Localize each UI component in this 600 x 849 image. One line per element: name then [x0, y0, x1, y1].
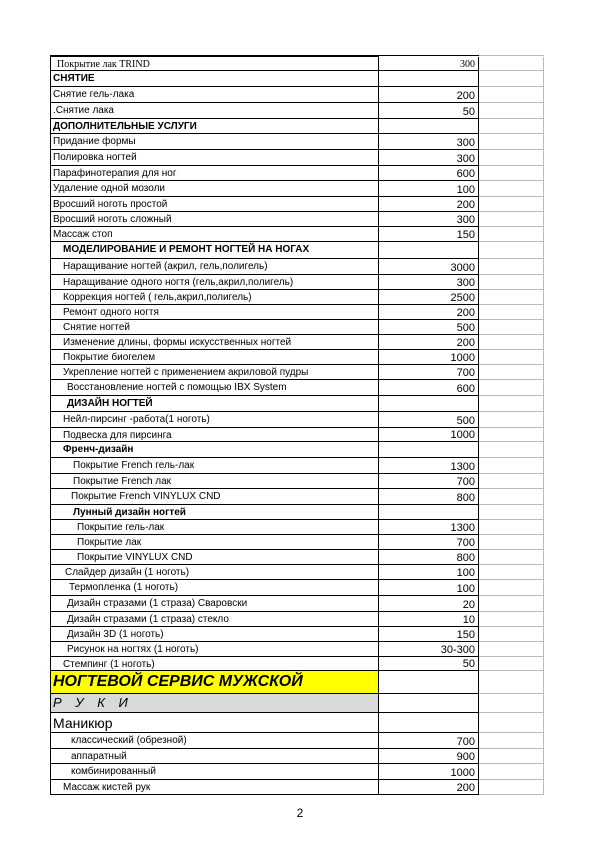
service-cell — [50, 657, 379, 671]
price-cell — [379, 227, 479, 242]
price-cell — [379, 212, 479, 227]
service-name: Наращивание одного ногтя (гель,акрил,полигель) — [63, 277, 294, 288]
table-row — [50, 657, 544, 671]
service-cell — [50, 749, 379, 764]
service-price: 1000 — [450, 352, 475, 364]
service-price: 50 — [462, 106, 475, 118]
table-row — [50, 305, 544, 320]
table-row — [50, 212, 544, 227]
service-name: Стемпинг (1 ноготь) — [63, 659, 155, 670]
service-price: 800 — [456, 552, 475, 564]
table-row — [50, 612, 544, 627]
price-cell — [379, 166, 479, 181]
service-cell — [50, 242, 379, 259]
service-price: 50 — [462, 658, 475, 670]
price-cell — [379, 305, 479, 320]
service-cell — [50, 458, 379, 474]
service-name: МОДЕЛИРОВАНИЕ И РЕМОНТ НОГТЕЙ НА НОГАХ — [63, 244, 310, 255]
service-cell — [50, 350, 379, 365]
service-name: Подвеска для пирсинга — [63, 430, 172, 441]
price-cell — [379, 181, 479, 197]
service-cell — [50, 290, 379, 305]
section-sub-row — [50, 694, 544, 713]
empty-cell — [479, 380, 544, 396]
empty-cell — [479, 242, 544, 259]
price-cell — [379, 57, 479, 71]
price-cell — [379, 642, 479, 657]
price-cell — [379, 694, 479, 713]
service-name: Наращивание ногтей (акрил, гель,полигель) — [63, 261, 268, 272]
price-cell — [379, 713, 479, 733]
service-price: 100 — [456, 583, 475, 595]
table-row — [50, 489, 544, 505]
price-cell — [379, 350, 479, 365]
service-cell — [50, 396, 379, 412]
price-cell — [379, 275, 479, 290]
empty-cell — [479, 596, 544, 612]
price-cell — [379, 627, 479, 642]
service-name: аппаратный — [71, 751, 127, 762]
service-name: Слайдер дизайн (1 ноготь) — [65, 567, 190, 578]
table-row — [50, 596, 544, 612]
service-cell — [50, 166, 379, 181]
service-price: 10 — [462, 614, 475, 626]
service-price: 700 — [456, 367, 475, 379]
service-price: 800 — [456, 492, 475, 504]
service-price: 600 — [456, 383, 475, 395]
empty-cell — [479, 733, 544, 749]
price-cell — [379, 335, 479, 350]
table-row — [50, 520, 544, 535]
table-row — [50, 71, 544, 87]
empty-cell — [479, 458, 544, 474]
empty-cell — [479, 290, 544, 305]
empty-cell — [479, 474, 544, 489]
table-row — [50, 290, 544, 305]
empty-cell — [479, 565, 544, 580]
price-cell — [379, 520, 479, 535]
service-cell — [50, 380, 379, 396]
service-name: Покрытие лак — [77, 537, 142, 548]
service-name: Покрытие French лак — [73, 476, 172, 487]
service-name: Покрытие French гель-лак — [73, 460, 195, 471]
service-cell — [50, 103, 379, 119]
service-cell — [50, 212, 379, 227]
service-price: 20 — [462, 599, 475, 611]
table-row — [50, 733, 544, 749]
service-name: ДОПОЛНИТЕЛЬНЫЕ УСЛУГИ — [53, 121, 197, 132]
service-price: 500 — [456, 322, 475, 334]
service-price: 1000 — [450, 429, 475, 441]
service-price: 200 — [456, 90, 475, 102]
service-name: Снятие ногтей — [63, 322, 131, 333]
price-cell — [379, 365, 479, 380]
service-cell — [50, 565, 379, 580]
service-price: 1300 — [450, 522, 475, 534]
service-price: 1000 — [450, 767, 475, 779]
service-name: Френч-дизайн — [63, 444, 134, 455]
service-name: Дизайн стразами (1 страза) Сваровски — [67, 598, 248, 609]
price-cell — [379, 657, 479, 671]
service-name: Удаление одной мозоли — [53, 183, 165, 194]
service-price: 600 — [456, 168, 475, 180]
service-cell — [50, 119, 379, 134]
service-cell — [50, 596, 379, 612]
service-cell — [50, 412, 379, 428]
table-row — [50, 275, 544, 290]
service-cell — [50, 733, 379, 749]
service-cell — [50, 134, 379, 150]
service-cell — [50, 442, 379, 458]
service-name: Изменение длины, формы искусственных ногтей — [63, 337, 292, 348]
service-name: Придание формы — [53, 136, 136, 147]
price-cell — [379, 489, 479, 505]
service-price: 900 — [456, 751, 475, 763]
service-name: Нейл-пирсинг -работа(1 ноготь) — [63, 414, 210, 425]
service-name: Рисунок на ногтях (1 ноготь) — [67, 644, 199, 655]
service-cell — [50, 57, 379, 71]
service-cell — [50, 550, 379, 565]
empty-cell — [479, 197, 544, 212]
table-row — [50, 442, 544, 458]
empty-cell — [479, 412, 544, 428]
empty-cell — [479, 87, 544, 103]
service-name: НОГТЕВОЙ СЕРВИС МУЖСКОЙ — [53, 673, 303, 690]
empty-cell — [479, 212, 544, 227]
service-price: 100 — [456, 567, 475, 579]
table-row — [50, 565, 544, 580]
service-price: 300 — [456, 214, 475, 226]
service-price: 700 — [456, 476, 475, 488]
service-name: СНЯТИЕ — [53, 73, 95, 84]
price-cell — [379, 749, 479, 764]
price-cell — [379, 380, 479, 396]
empty-cell — [479, 166, 544, 181]
empty-cell — [479, 612, 544, 627]
service-name: Покрытие French VINYLUX CND — [71, 491, 221, 502]
empty-cell — [479, 259, 544, 275]
price-cell — [379, 612, 479, 627]
table-row — [50, 181, 544, 197]
service-cell — [50, 150, 379, 166]
table-row — [50, 627, 544, 642]
price-cell — [379, 550, 479, 565]
service-cell — [50, 780, 379, 795]
price-cell — [379, 764, 479, 780]
service-cell — [50, 764, 379, 780]
service-price: 1300 — [450, 461, 475, 473]
service-name: Маникюр — [53, 715, 113, 731]
service-price: 700 — [456, 537, 475, 549]
service-cell — [50, 87, 379, 103]
table-row — [50, 780, 544, 795]
table-row — [50, 642, 544, 657]
service-cell — [50, 627, 379, 642]
table-top-border-extra — [479, 55, 544, 56]
service-price: 150 — [456, 629, 475, 641]
service-name: Укрепление ногтей с применением акриловой пудры — [63, 367, 309, 378]
empty-cell — [479, 580, 544, 596]
table-row — [50, 474, 544, 489]
table-row — [50, 550, 544, 565]
empty-cell — [479, 305, 544, 320]
service-price: 200 — [456, 199, 475, 211]
empty-cell — [479, 71, 544, 87]
service-name: Вросший ноготь сложный — [53, 214, 172, 225]
table-row — [50, 535, 544, 550]
service-cell — [50, 580, 379, 596]
service-cell — [50, 694, 379, 713]
table-row — [50, 103, 544, 119]
price-cell — [379, 87, 479, 103]
table-row — [50, 166, 544, 181]
service-name: Восстановление ногтей с помощью IBX System — [67, 382, 287, 393]
empty-cell — [479, 227, 544, 242]
price-cell — [379, 412, 479, 428]
empty-cell — [479, 134, 544, 150]
table-row — [50, 412, 544, 428]
table-row — [50, 57, 544, 71]
service-price: 300 — [456, 137, 475, 149]
service-price: 200 — [456, 337, 475, 349]
table-row — [50, 505, 544, 520]
service-price: 500 — [456, 415, 475, 427]
service-name: .Снятие лака — [53, 105, 114, 116]
service-cell — [50, 365, 379, 380]
table-row — [50, 197, 544, 212]
price-cell — [379, 596, 479, 612]
empty-cell — [479, 57, 544, 71]
service-name: ДИЗАЙН НОГТЕЙ — [67, 398, 153, 409]
price-cell — [379, 150, 479, 166]
service-price: 700 — [456, 736, 475, 748]
empty-cell — [479, 642, 544, 657]
service-cell — [50, 505, 379, 520]
price-cell — [379, 259, 479, 275]
service-name: Покрытие VINYLUX CND — [77, 552, 193, 563]
service-cell — [50, 320, 379, 335]
empty-cell — [479, 505, 544, 520]
empty-cell — [479, 627, 544, 642]
service-name: Покрытие гель-лак — [77, 522, 165, 533]
service-name: Лунный дизайн ногтей — [73, 507, 186, 518]
service-name: Дизайн 3D (1 ноготь) — [67, 629, 164, 640]
service-price: 2500 — [450, 292, 475, 304]
price-cell — [379, 119, 479, 134]
empty-cell — [479, 396, 544, 412]
service-name: Покрытие лак TRIND — [57, 59, 150, 70]
service-cell — [50, 335, 379, 350]
empty-cell — [479, 428, 544, 442]
service-name: классический (обрезной) — [71, 735, 187, 746]
service-cell — [50, 474, 379, 489]
table-row — [50, 242, 544, 259]
price-cell — [379, 458, 479, 474]
price-cell — [379, 134, 479, 150]
service-name: Массаж стоп — [53, 229, 113, 240]
service-cell — [50, 612, 379, 627]
price-cell — [379, 671, 479, 694]
price-cell — [379, 242, 479, 259]
empty-cell — [479, 520, 544, 535]
table-row — [50, 227, 544, 242]
price-cell — [379, 505, 479, 520]
service-cell — [50, 428, 379, 442]
empty-cell — [479, 671, 544, 694]
price-cell — [379, 733, 479, 749]
service-price: 200 — [456, 307, 475, 319]
service-cell — [50, 671, 379, 694]
page-number: 2 — [296, 806, 304, 820]
manicure-title-row — [50, 713, 544, 733]
price-cell — [379, 428, 479, 442]
service-cell — [50, 275, 379, 290]
service-cell — [50, 259, 379, 275]
empty-cell — [479, 764, 544, 780]
service-name: Вросший ноготь простой — [53, 199, 168, 210]
price-cell — [379, 103, 479, 119]
service-cell — [50, 181, 379, 197]
table-row — [50, 458, 544, 474]
table-row — [50, 134, 544, 150]
empty-cell — [479, 275, 544, 290]
price-cell — [379, 290, 479, 305]
table-row — [50, 150, 544, 166]
price-cell — [379, 535, 479, 550]
price-cell — [379, 71, 479, 87]
service-cell — [50, 520, 379, 535]
service-cell — [50, 71, 379, 87]
empty-cell — [479, 749, 544, 764]
empty-cell — [479, 103, 544, 119]
service-price: 200 — [456, 782, 475, 794]
table-row — [50, 428, 544, 442]
empty-cell — [479, 442, 544, 458]
service-price: 300 — [456, 277, 475, 289]
service-price: 100 — [456, 184, 475, 196]
empty-cell — [479, 335, 544, 350]
table-row — [50, 335, 544, 350]
empty-cell — [479, 535, 544, 550]
price-cell — [379, 320, 479, 335]
service-name: Дизайн стразами (1 страза) стекло — [67, 614, 229, 625]
service-name: комбинированный — [71, 766, 156, 777]
service-cell — [50, 535, 379, 550]
service-cell — [50, 227, 379, 242]
service-price: 3000 — [450, 262, 475, 274]
table-row — [50, 365, 544, 380]
table-top-border-price — [379, 55, 479, 56]
table-row — [50, 396, 544, 412]
service-name: Ремонт одного ногтя — [63, 307, 159, 318]
service-name: Р У К И — [53, 695, 133, 710]
service-price: 300 — [460, 59, 475, 70]
table-row — [50, 350, 544, 365]
price-cell — [379, 442, 479, 458]
table-row — [50, 87, 544, 103]
service-cell — [50, 305, 379, 320]
price-cell — [379, 580, 479, 596]
service-name: Покрытие биогелем — [63, 352, 156, 363]
price-cell — [379, 474, 479, 489]
table-row — [50, 320, 544, 335]
service-name: Термопленка (1 ноготь) — [69, 582, 179, 593]
price-cell — [379, 197, 479, 212]
empty-cell — [479, 119, 544, 134]
empty-cell — [479, 694, 544, 713]
service-price: 150 — [456, 229, 475, 241]
empty-cell — [479, 550, 544, 565]
table-row — [50, 259, 544, 275]
service-name: Снятие гель-лака — [53, 89, 135, 100]
section-title-row — [50, 671, 544, 694]
service-cell — [50, 197, 379, 212]
table-row — [50, 380, 544, 396]
empty-cell — [479, 657, 544, 671]
table-row — [50, 580, 544, 596]
table-row — [50, 749, 544, 764]
empty-cell — [479, 320, 544, 335]
service-name: Парафинотерапия для ног — [53, 168, 177, 179]
empty-cell — [479, 780, 544, 795]
service-name: Коррекция ногтей ( гель,акрил,полигель) — [63, 292, 252, 303]
empty-cell — [479, 713, 544, 733]
empty-cell — [479, 489, 544, 505]
service-name: Массаж кистей рук — [63, 782, 151, 793]
table-row — [50, 764, 544, 780]
empty-cell — [479, 181, 544, 197]
empty-cell — [479, 350, 544, 365]
empty-cell — [479, 365, 544, 380]
price-cell — [379, 780, 479, 795]
service-price: 30-300 — [440, 644, 475, 656]
empty-cell — [479, 150, 544, 166]
service-name: Полировка ногтей — [53, 152, 137, 163]
service-cell — [50, 713, 379, 733]
price-cell — [379, 396, 479, 412]
service-cell — [50, 642, 379, 657]
price-cell — [379, 565, 479, 580]
service-price: 300 — [456, 153, 475, 165]
service-cell — [50, 489, 379, 505]
table-row — [50, 119, 544, 134]
